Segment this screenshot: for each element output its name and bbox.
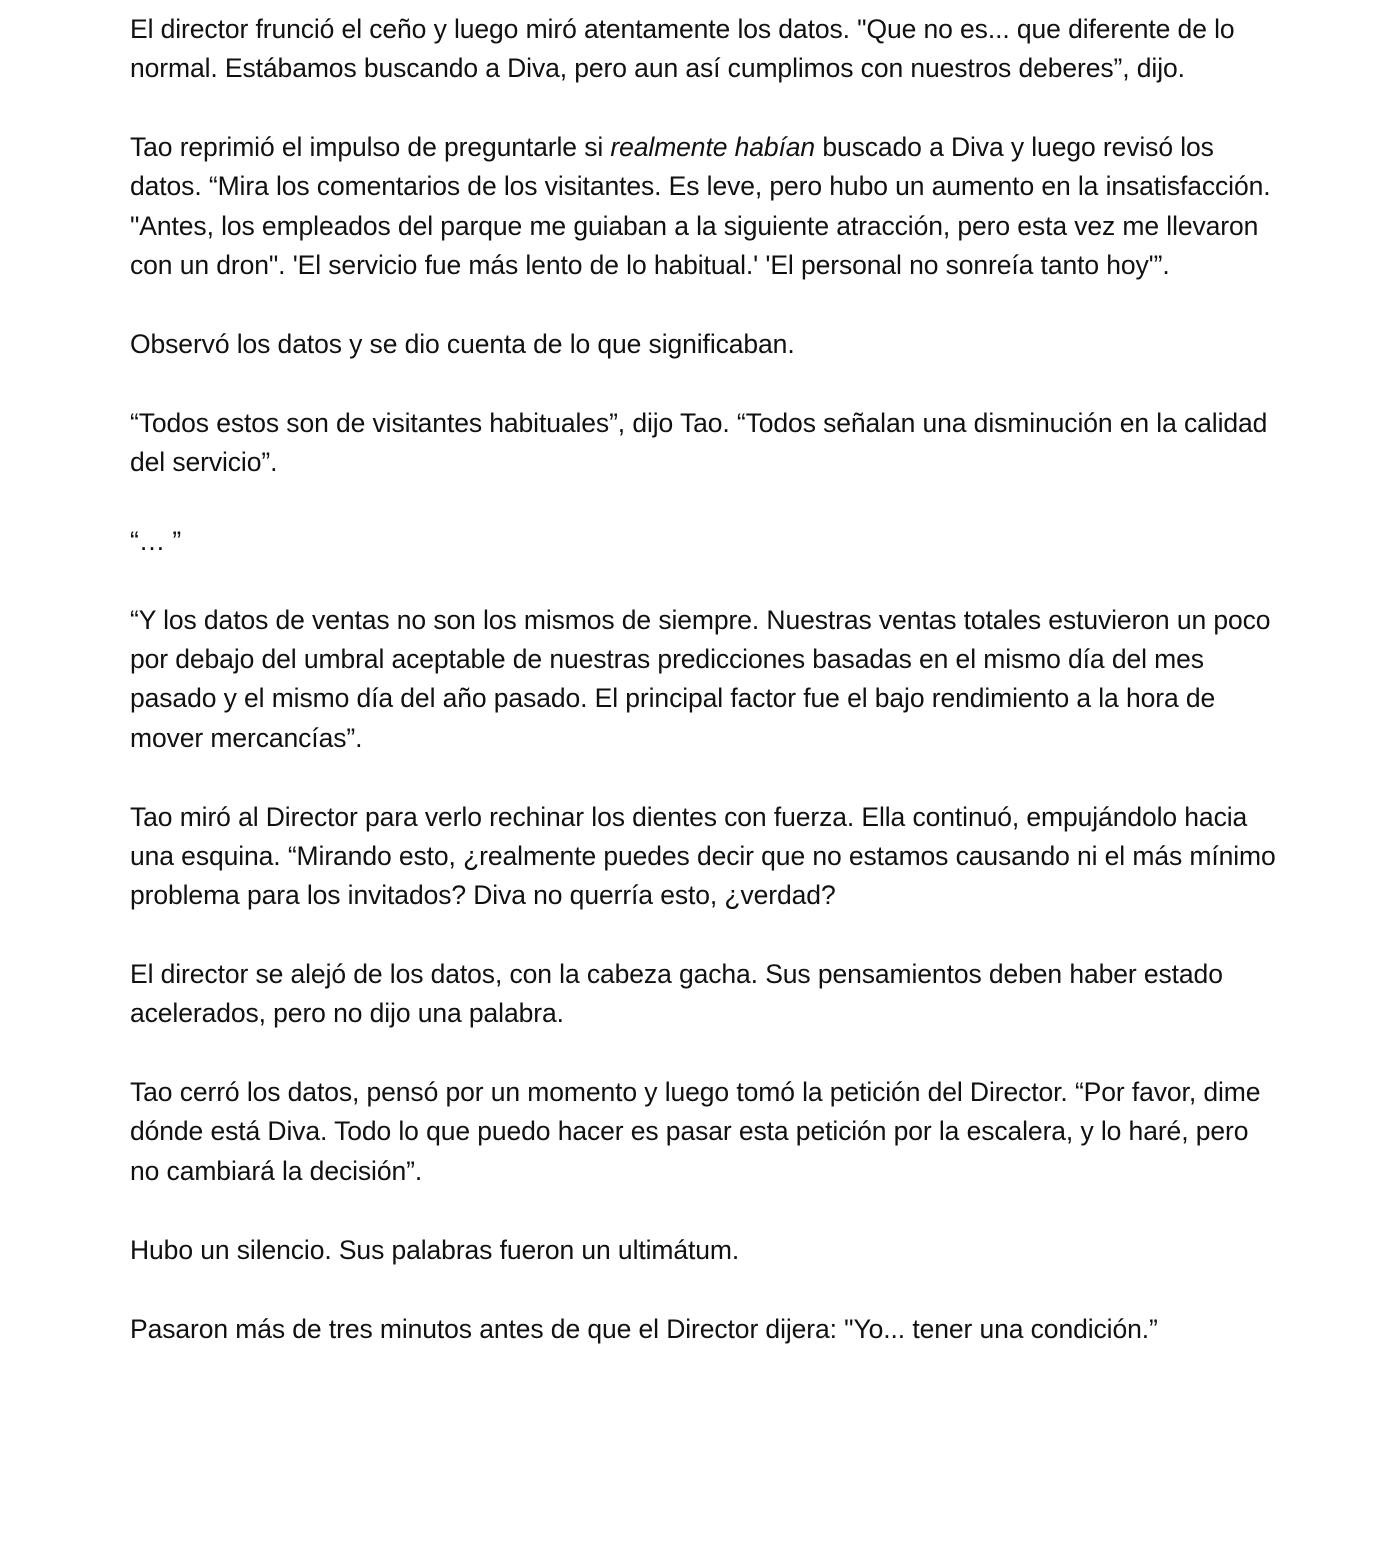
paragraph-4: “Todos estos son de visitantes habituales”, dijo Tao. “Todos señalan una disminución en la calidad del servicio”.: [130, 407, 1268, 478]
document-page: [130, 10, 1280, 1389]
paragraph-3: Observó los datos y se dio cuenta de lo que significaban.: [130, 328, 795, 359]
paragraph-9: Tao cerró los datos, pensó por un momento y luego tomó la petición del Director. “Por favor, dime dónde está Diva. Todo lo que puedo hacer es pasar esta petición por la escalera, y lo haré, pero no cambiará la decisión”.: [130, 1077, 1261, 1186]
paragraph-2: [130, 128, 1280, 285]
paragraph-1: El director frunció el ceño y luego miró atentamente los datos. "Que no es... que diferente de lo normal. Estábamos buscando a Diva, pero aun así cumplimos con nuestros deberes”, dijo.: [130, 14, 1235, 84]
paragraph-11: Pasaron más de tres minutos antes de que el Director dijera: "Yo... tener una condición.”: [130, 1313, 1158, 1344]
paragraph-2-text-start: Tao reprimió el impulso de preguntarle si: [130, 132, 611, 163]
paragraph-2-italic-emphasis: realmente habían: [610, 132, 816, 163]
paragraph-7: Tao miró al Director para verlo rechinar los dientes con fuerza. Ella continuó, empujándolo hacia una esquina. “Mirando esto, ¿realmente puedes decir que no estamos causando ni el más mínimo problema para los invitados? Diva no querría esto, ¿verdad?: [130, 801, 1276, 911]
paragraph-10: Hubo un silencio. Sus palabras fueron un ultimátum.: [130, 1234, 740, 1265]
paragraph-6: “Y los datos de ventas no son los mismos de siempre. Nuestras ventas totales estuvieron un poco por debajo del umbral aceptable de nuestras predicciones basadas en el mismo día del mes pasado y el mismo día del año pasado. El principal factor fue el bajo rendimiento a la hora de mover mercancías”.: [130, 605, 1271, 753]
paragraph-2-text-end: buscado a Diva y luego revisó los datos. “Mira los comentarios de los visitantes. Es leve, pero hubo un aumento en la insatisfacción. "Antes, los empleados del parque me guiaban a la siguiente atracción, pero esta vez me llevaron con un dron". 'El servicio fue más lento de lo habitual.' 'El personal no sonreía tanto hoy'”.: [130, 132, 1271, 280]
paragraph-5: “… ”: [130, 526, 182, 557]
paragraph-8: El director se alejó de los datos, con la cabeza gacha. Sus pensamientos deben haber estado acelerados, pero no dijo una palabra.: [130, 959, 1223, 1029]
